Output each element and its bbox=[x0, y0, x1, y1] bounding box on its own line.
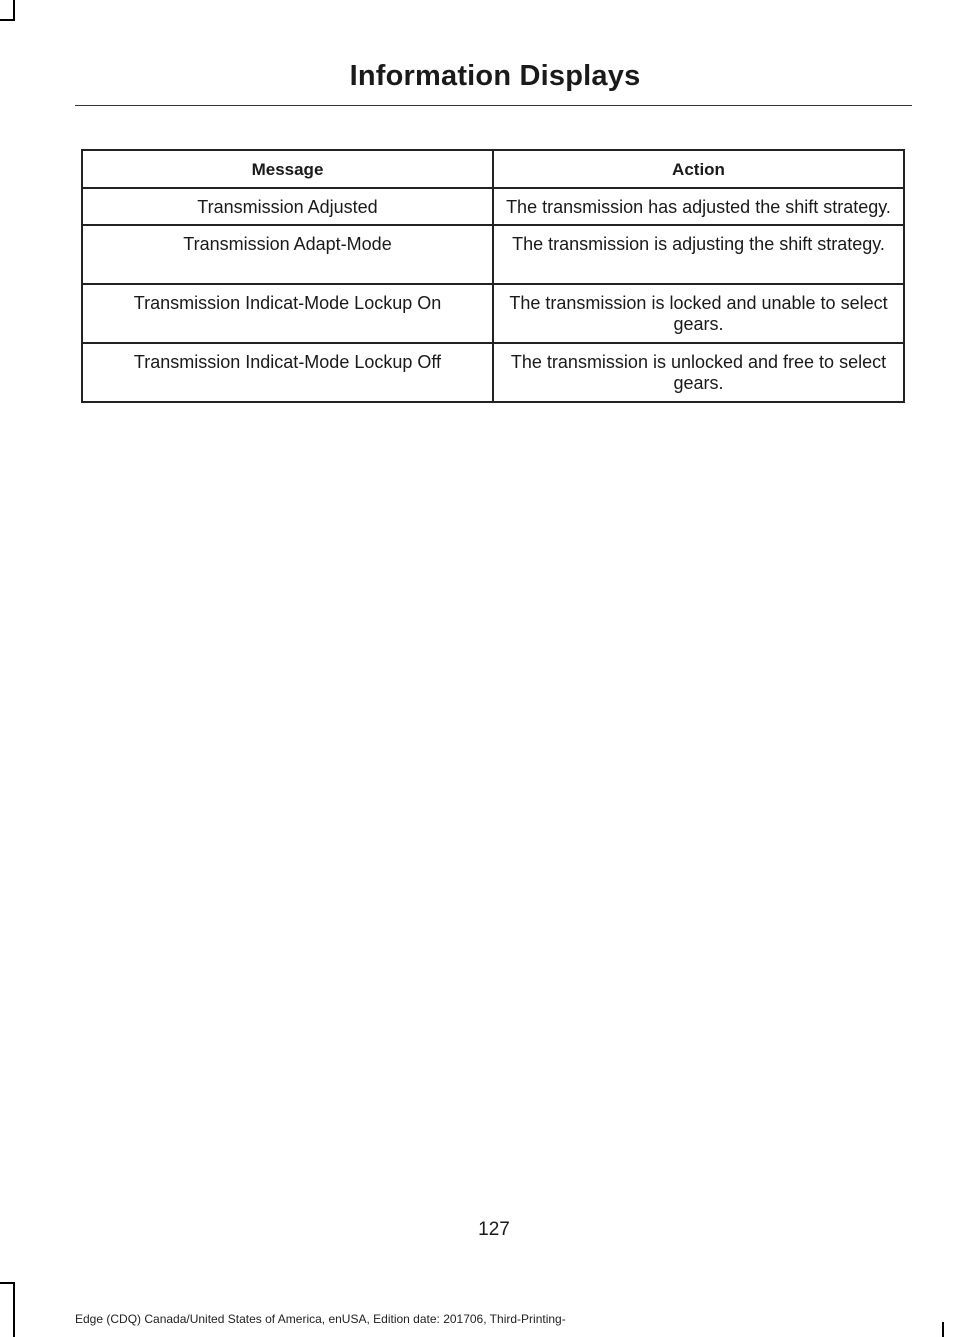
action-cell: The transmission has adjusted the shift strategy. bbox=[493, 188, 904, 225]
page-title: Information Displays bbox=[349, 60, 641, 92]
crop-mark bbox=[0, 19, 15, 21]
table-row bbox=[82, 188, 904, 225]
action-cell: The transmission is adjusting the shift strategy. bbox=[493, 225, 904, 284]
table-row bbox=[82, 225, 904, 284]
table-header-row bbox=[82, 150, 904, 188]
crop-mark bbox=[0, 1282, 15, 1284]
table-row bbox=[82, 343, 904, 402]
crop-mark bbox=[13, 0, 15, 20]
footer-edition-info: Edge (CDQ) Canada/United States of America, enUSA, Edition date: 201706, Third-Printing- bbox=[75, 1312, 566, 1326]
page-number: 127 bbox=[478, 1219, 510, 1240]
message-cell: Transmission Indicat-Mode Lockup On bbox=[82, 284, 493, 343]
message-table bbox=[81, 149, 905, 403]
title-divider bbox=[75, 105, 912, 106]
table-row bbox=[82, 284, 904, 343]
action-cell: The transmission is locked and unable to select gears. bbox=[493, 284, 904, 343]
message-cell: Transmission Adjusted bbox=[82, 188, 493, 225]
action-cell: The transmission is unlocked and free to select gears. bbox=[493, 343, 904, 402]
column-header-message: Message bbox=[82, 150, 493, 188]
message-cell: Transmission Indicat-Mode Lockup Off bbox=[82, 343, 493, 402]
column-header-action: Action bbox=[493, 150, 904, 188]
message-cell: Transmission Adapt-Mode bbox=[82, 225, 493, 284]
crop-mark bbox=[13, 1282, 15, 1337]
crop-mark bbox=[942, 1322, 944, 1337]
